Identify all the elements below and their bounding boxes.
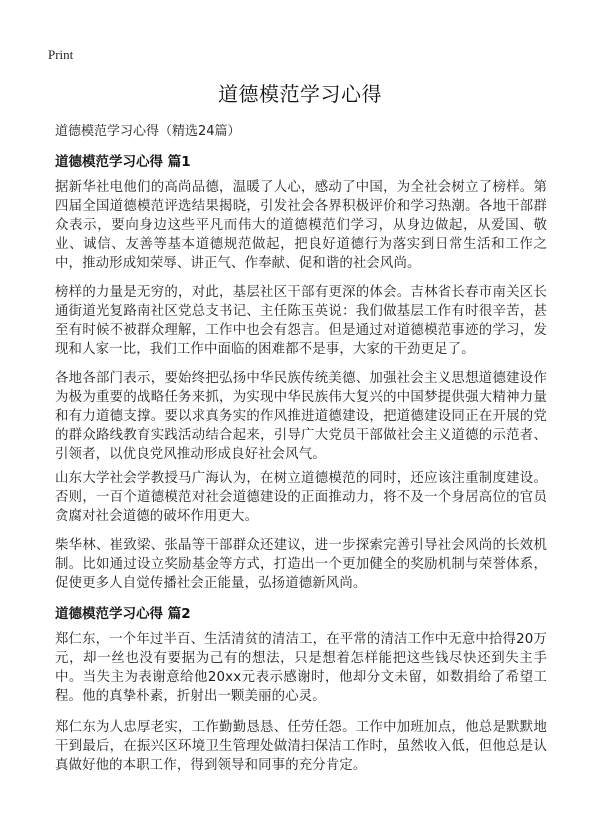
paragraph: 郑仁东，一个年过半百、生活清贫的清洁工，在平常的清洁工作中无意中拾得20万元，却一丝也没有要据为己有的想法，只是想着怎样能把这些钱尽快还到失主手中。当失主为表谢意给他20xx元表示感谢时，他却分文未留，如数捐给了希望工程。他的真挚朴素，折射出一颗美丽的心灵。 xyxy=(55,632,547,704)
section-heading-1: 道德模范学习心得 篇1 xyxy=(55,154,191,170)
page-title: 道德模范学习心得 xyxy=(218,82,382,106)
paragraph: 榜样的力量是无穷的，对此，基层社区干部有更深的体会。吉林省长春市南关区长通街道光复路南社区党总支书记、主任陈玉英说：我们做基层工作有时很辛苦，甚至有时候不被群众理解，工作中也会有怨言。但是通过对道德模范事迹的学习，发现和人家一比，我们工作中面临的困难都不是事，大家的干劲更足了。 xyxy=(55,285,547,357)
print-link[interactable]: Print xyxy=(48,47,74,62)
paragraph: 山东大学社会学教授马广海认为，在树立道德模范的同时，还应该注重制度建设。否则，一百个道德模范对社会道德建设的正面推动力，将不及一个身居高位的官员贪腐对社会道德的破坏作用更大。 xyxy=(55,471,547,524)
paragraph: 据新华社电他们的高尚品德，温暖了人心，感动了中国，为全社会树立了榜样。第四届全国道德模范评选结果揭晓，引发社会各界积极评价和学习热潮。各地干部群众表示，要向身边这些平凡而伟大的道德模范们学习，从身边做起，从爱国、敬业、诚信、友善等基本道德规范做起，把良好道德行为落实到日常生活和工作之中，推动形成知荣辱、讲正气、作奉献、促和谐的社会风尚。 xyxy=(55,180,547,271)
section-heading-2: 道德模范学习心得 篇2 xyxy=(55,606,191,622)
document-subtitle: 道德模范学习心得（精选24篇） xyxy=(55,124,241,139)
paragraph: 郑仁东为人忠厚老实，工作勤勤恳恳、任劳任怨。工作中加班加点，他总是默默地干到最后，在振兴区环境卫生管理处做清扫保洁工作时，虽然收入低，但他总是认真做好他的本职工作，得到领导和同事的充分肯定。 xyxy=(55,720,547,773)
paragraph: 各地各部门表示，要始终把弘扬中华民族传统美德、加强社会主义思想道德建设作为极为重要的战略任务来抓，为实现中华民族伟大复兴的中国梦提供强大精神力量和有力道德支撑。要以求真务实的作风推进道德建设，把道德建设同正在开展的党的群众路线教育实践活动结合起来，引导广大党员干部做社会主义道德的示范者、引领者，以优良党风推动形成良好社会风气。 xyxy=(55,371,547,462)
paragraph: 柴华林、崔致梁、张晶等干部群众还建议，进一步探索完善引导社会风尚的长效机制。比如通过设立奖励基金等方式，打造出一个更加健全的奖励机制与荣誉体系，促使更多人自觉传播社会正能量，弘扬道德新风尚。 xyxy=(55,538,547,591)
